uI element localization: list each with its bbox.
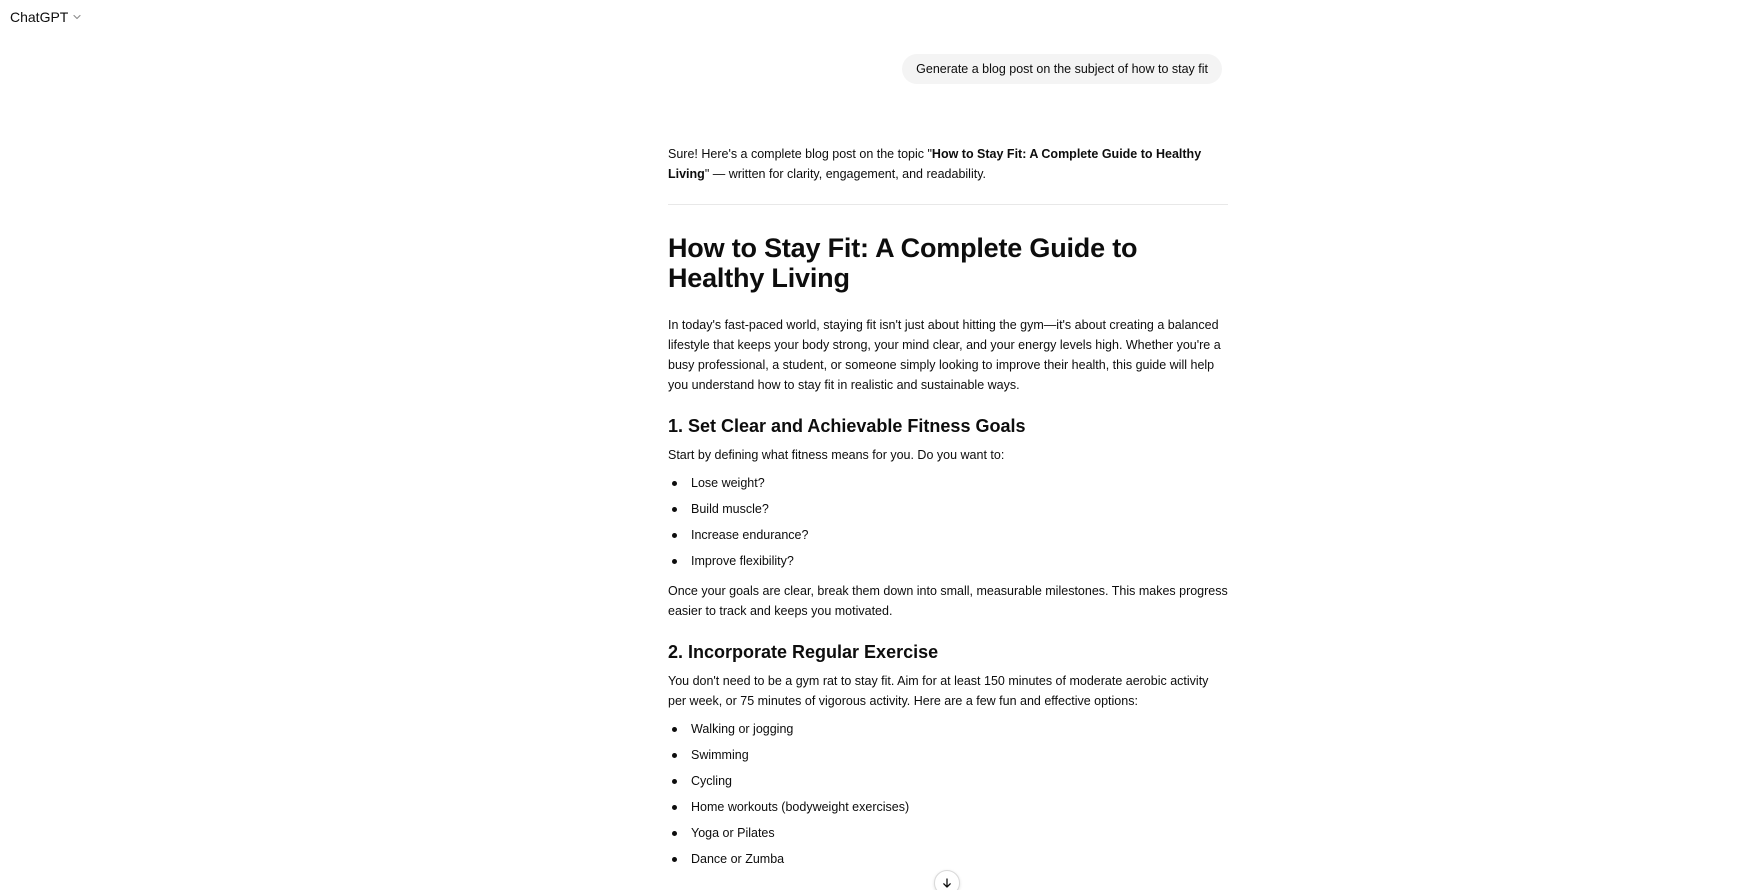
assistant-message [668, 144, 1228, 879]
post-title: How to Stay Fit: A Complete Guide to Healthy Living [668, 233, 1138, 293]
arrow-down-icon [941, 877, 953, 889]
bullet-dot [672, 507, 677, 512]
intro-suffix: " — written for clarity, engagement, and readability. [704, 167, 987, 181]
user-message-bubble: Generate a blog post on the subject of how to stay fit [902, 54, 1222, 84]
section-heading: 1. Set Clear and Achievable Fitness Goals [668, 416, 1026, 436]
list-item-text: Swimming [691, 748, 749, 762]
bullet-dot [672, 779, 677, 784]
bullet-list [668, 721, 1228, 867]
bullet-list [668, 475, 1228, 569]
section-lead: Start by defining what fitness means for you. Do you want to: [668, 448, 1005, 462]
list-item-text: Cycling [691, 774, 732, 788]
list-item [668, 721, 1228, 737]
bullet-dot [672, 533, 677, 538]
bullet-dot [672, 857, 677, 862]
list-item-text: Improve flexibility? [691, 554, 794, 568]
bullet-dot [672, 727, 677, 732]
chevron-down-icon [72, 12, 82, 22]
list-item [668, 773, 1228, 789]
list-item [668, 747, 1228, 763]
section-heading: 2. Incorporate Regular Exercise [668, 642, 939, 662]
bullet-dot [672, 753, 677, 758]
list-item [668, 553, 1228, 569]
list-item [668, 799, 1228, 815]
divider [668, 204, 1228, 205]
list-item [668, 825, 1228, 841]
scroll-to-bottom-button[interactable] [934, 870, 960, 890]
app-title: ChatGPT [10, 9, 69, 25]
list-item [668, 851, 1228, 867]
intro-bold-title: How to Stay Fit: A Complete Guide to Healthy Living [668, 147, 1202, 181]
bullet-dot [672, 805, 677, 810]
list-item-text: Build muscle? [691, 502, 769, 516]
intro-paragraph: In today's fast-paced world, staying fit isn't just about hitting the gym—it's about creating a balanced lifestyle that keeps your body strong, your mind clear, and your energy levels high. Whether you're a busy professional, a student, or someone simply looking to improve their health, this guide will help you understand how to stay fit in realistic and sustainable ways. [668, 318, 1221, 392]
assistant-intro [668, 144, 1228, 184]
list-item-text: Increase endurance? [691, 528, 809, 542]
list-item-text: Dance or Zumba [691, 852, 785, 866]
list-item [668, 501, 1228, 517]
bullet-dot [672, 481, 677, 486]
list-item-text: Home workouts (bodyweight exercises) [691, 800, 910, 814]
list-item-text: Yoga or Pilates [691, 826, 775, 840]
list-item [668, 475, 1228, 491]
list-item [668, 527, 1228, 543]
intro-prefix: Sure! Here's a complete blog post on the topic " [668, 147, 932, 161]
list-item-text: Walking or jogging [691, 722, 794, 736]
list-item-text: Lose weight? [691, 476, 765, 490]
section-lead: You don't need to be a gym rat to stay fit. Aim for at least 150 minutes of moderate aerobic activity per week, or 75 minutes of vigorous activity. Here are a few fun and effective options: [668, 674, 1209, 708]
section-closing: Once your goals are clear, break them down into small, measurable milestones. This makes progress easier to track and keeps you motivated. [668, 584, 1228, 618]
bullet-dot [672, 559, 677, 564]
model-selector[interactable] [10, 9, 82, 25]
bullet-dot [672, 831, 677, 836]
